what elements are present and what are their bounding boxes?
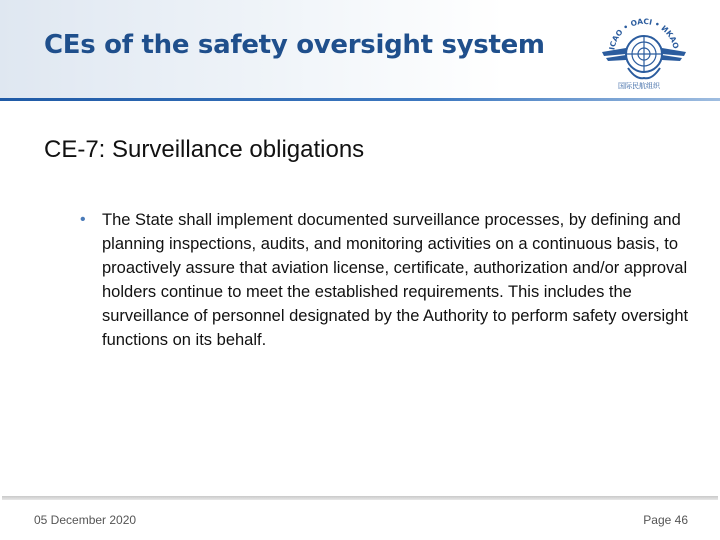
footer (0, 496, 720, 540)
bullet-item: The State shall implement documented surveillance processes, by defining and planning inspections, audits, and monitoring activities on a continuous basis, to proactively assure that aviation license, certificate, authorization and/or approval holders continue to meet the established requirements. This includes the surveillance of personnel designated by the Authority to perform safety oversight functions on its behalf. (102, 211, 689, 349)
bullet-list (80, 208, 690, 352)
header-divider (0, 98, 720, 101)
icao-emblem-icon (596, 8, 692, 92)
svg-text:ICAO • OACI • ИКАО: ICAO • OACI • ИКАО (607, 16, 681, 51)
svg-text:国际民航组织: 国际民航组织 (618, 82, 660, 90)
slide-title: CEs of the safety oversight system (44, 30, 545, 60)
section-subtitle: CE-7: Surveillance obligations (44, 136, 365, 163)
page-number: Page 46 (643, 513, 688, 527)
footer-divider (2, 496, 718, 500)
bullet-marker: • (80, 211, 86, 228)
footer-date: 05 December 2020 (34, 513, 137, 527)
